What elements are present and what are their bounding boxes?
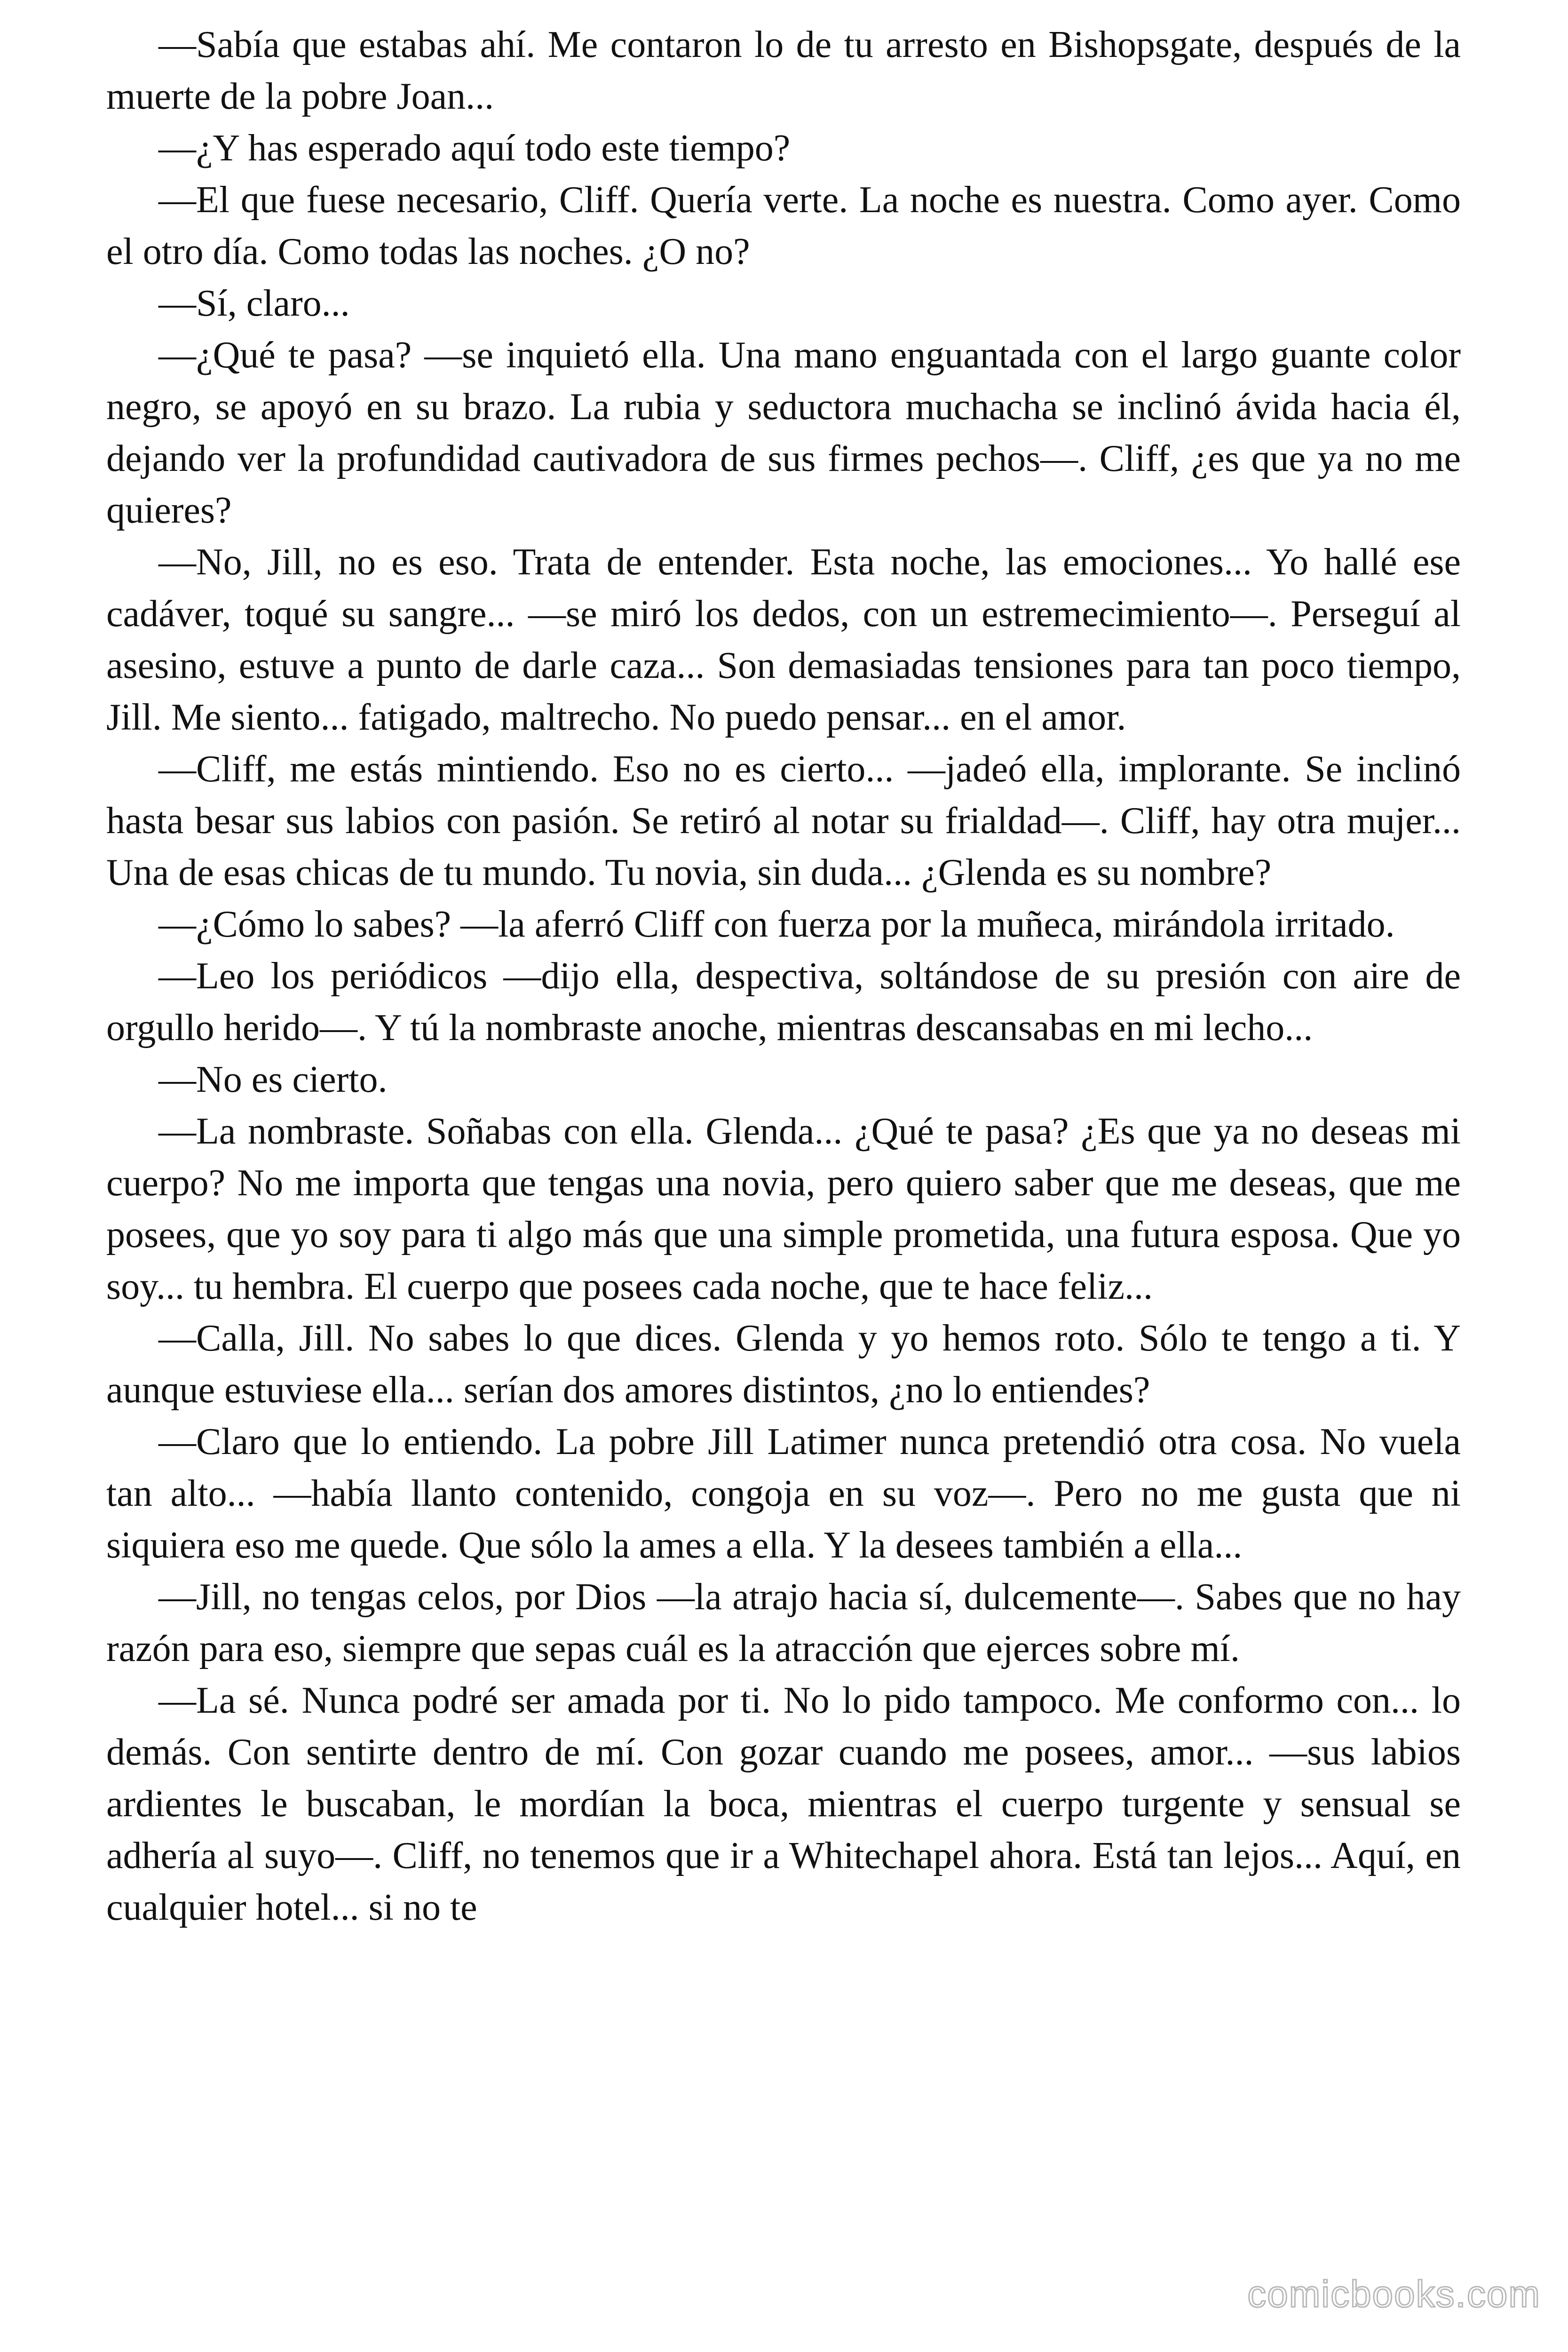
paragraph: —Cliff, me estás mintiendo. Eso no es cierto... —jadeó ella, implorante. Se inclinó hasta besar sus labios con pasión. Se retiró al notar su frialdad—. Cliff, hay otra mujer... Una de esas chicas de tu mundo. Tu novia, sin duda... ¿Glenda es su nombre? xyxy=(106,748,1461,893)
paragraph: —Leo los periódicos —dijo ella, despectiva, soltándose de su presión con aire de orgullo herido—. Y tú la nombraste anoche, mientras descansabas en mi lecho... xyxy=(106,955,1461,1049)
book-page-text xyxy=(106,19,1461,1933)
paragraph: —El que fuese necesario, Cliff. Quería verte. La noche es nuestra. Como ayer. Como el otro día. Como todas las noches. ¿O no? xyxy=(106,179,1461,272)
paragraph: —¿Y has esperado aquí todo este tiempo? xyxy=(158,127,791,169)
paragraph: —No es cierto. xyxy=(158,1059,388,1100)
paragraph: —La nombraste. Soñabas con ella. Glenda... ¿Qué te pasa? ¿Es que ya no deseas mi cuerpo? No me importa que tengas una novia, pero quiero saber que me deseas, que me posees, que yo soy para ti algo más que una simple prometida, una futura esposa. Que yo soy... tu hembra. El cuerpo que posees cada noche, que te hace feliz... xyxy=(106,1111,1461,1307)
watermark-text: comicbooks.com xyxy=(1247,2273,1541,2315)
paragraph: —La sé. Nunca podré ser amada por ti. No lo pido tampoco. Me conformo con... lo demás. Con sentirte dentro de mí. Con gozar cuando me posees, amor... —sus labios ardientes le buscaban, le mordían la boca, mientras el cuerpo turgente y sensual se adhería al suyo—. Cliff, no tenemos que ir a Whitechapel ahora. Está tan lejos... Aquí, en cualquier hotel... si no te xyxy=(106,1680,1461,1928)
paragraph: —Claro que lo entiendo. La pobre Jill Latimer nunca pretendió otra cosa. No vuela tan alto... —había llanto contenido, congoja en su voz—. Pero no me gusta que ni siquiera eso me quede. Que sólo la ames a ella. Y la desees también a ella... xyxy=(106,1421,1461,1566)
paragraph: —No, Jill, no es eso. Trata de entender. Esta noche, las emociones... Yo hallé ese cadáver, toqué su sangre... —se miró los dedos, con un estremecimiento—. Perseguí al asesino, estuve a punto de darle caza... Son demasiadas tensiones para tan poco tiempo, Jill. Me siento... fatigado, maltrecho. No puedo pensar... en el amor. xyxy=(106,541,1461,738)
paragraph: —Sabía que estabas ahí. Me contaron lo de tu arresto en Bishopsgate, después de la muerte de la pobre Joan... xyxy=(106,24,1461,117)
paragraph: —Calla, Jill. No sabes lo que dices. Glenda y yo hemos roto. Sólo te tengo a ti. Y aunque estuviese ella... serían dos amores distintos, ¿no lo entiendes? xyxy=(106,1318,1461,1411)
paragraph: —Sí, claro... xyxy=(158,283,350,324)
paragraph: —Jill, no tengas celos, por Dios —la atrajo hacia sí, dulcemente—. Sabes que no hay razón para eso, siempre que sepas cuál es la atracción que ejerces sobre mí. xyxy=(106,1576,1461,1669)
paragraph: —¿Cómo lo sabes? —la aferró Cliff con fuerza por la muñeca, mirándola irritado. xyxy=(158,904,1395,945)
paragraph: —¿Qué te pasa? —se inquietó ella. Una mano enguantada con el largo guante color negro, se apoyó en su brazo. La rubia y seductora muchacha se inclinó ávida hacia él, dejando ver la profundidad cautivadora de sus firmes pechos—. Cliff, ¿es que ya no me quieres? xyxy=(106,334,1461,531)
